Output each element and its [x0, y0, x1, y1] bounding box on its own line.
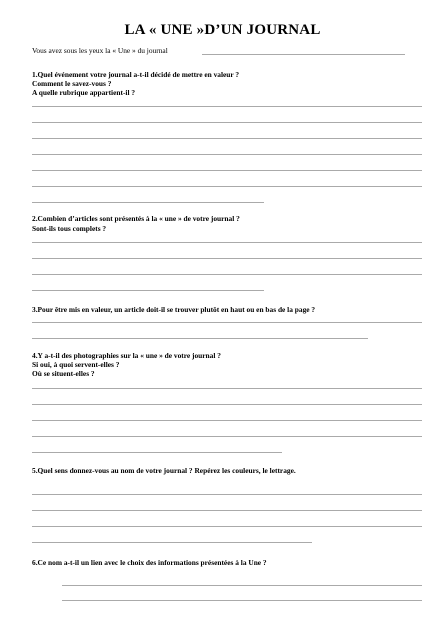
- answer-line[interactable]: [32, 420, 422, 421]
- answer-line[interactable]: [32, 452, 282, 453]
- answer-line[interactable]: [32, 138, 422, 139]
- question-5-line-1: 5.Quel sens donnez-vous au nom de votre journal ? Repérez les couleurs, le lettrage.: [32, 466, 296, 475]
- answer-line[interactable]: [62, 600, 422, 601]
- answer-line[interactable]: [32, 290, 264, 291]
- question-4-line-2: Si oui, à quoi servent-elles ?: [32, 360, 120, 369]
- answer-line[interactable]: [32, 338, 368, 339]
- answer-line[interactable]: [32, 154, 422, 155]
- answer-line[interactable]: [32, 186, 422, 187]
- answer-line[interactable]: [32, 258, 422, 259]
- answer-line[interactable]: [32, 242, 422, 243]
- answer-line[interactable]: [32, 494, 422, 495]
- question-6-line-1: 6.Ce nom a-t-il un lien avec le choix des informations présentées à la Une ?: [32, 558, 267, 567]
- answer-line[interactable]: [32, 436, 422, 437]
- answer-line[interactable]: [32, 526, 422, 527]
- worksheet-title: LA « UNE »D’UN JOURNAL: [124, 22, 321, 38]
- answer-line[interactable]: [32, 274, 422, 275]
- question-1-line-3: A quelle rubrique appartient-il ?: [32, 88, 136, 97]
- question-2-line-2: Sont-ils tous complets ?: [32, 224, 107, 233]
- question-1-line-1: 1.Quel événement votre journal a-t-il décidé de mettre en valeur ?: [32, 70, 240, 79]
- answer-line[interactable]: [32, 388, 422, 389]
- answer-line[interactable]: [32, 106, 422, 107]
- answer-line[interactable]: [32, 122, 422, 123]
- intro-text: Vous avez sous les yeux la « Une » du journal: [32, 46, 168, 55]
- answer-line[interactable]: [32, 170, 422, 171]
- question-1-line-2: Comment le savez-vous ?: [32, 79, 112, 88]
- question-4-line-1: 4.Y a-t-il des photographies sur la « une » de votre journal ?: [32, 351, 221, 360]
- answer-line[interactable]: [32, 542, 312, 543]
- answer-line[interactable]: [62, 585, 422, 586]
- answer-line[interactable]: [32, 404, 422, 405]
- answer-line-intro: [202, 54, 405, 55]
- answer-line[interactable]: [32, 322, 422, 323]
- answer-line[interactable]: [32, 510, 422, 511]
- question-3-line-1: 3.Pour être mis en valeur, un article doit-il se trouver plutôt en haut ou en bas de la page ?: [32, 305, 316, 314]
- question-4-line-3: Où se situent-elles ?: [32, 369, 95, 378]
- answer-line[interactable]: [32, 202, 264, 203]
- question-2-line-1: 2.Combien d’articles sont présentés à la « une » de votre journal ?: [32, 214, 240, 223]
